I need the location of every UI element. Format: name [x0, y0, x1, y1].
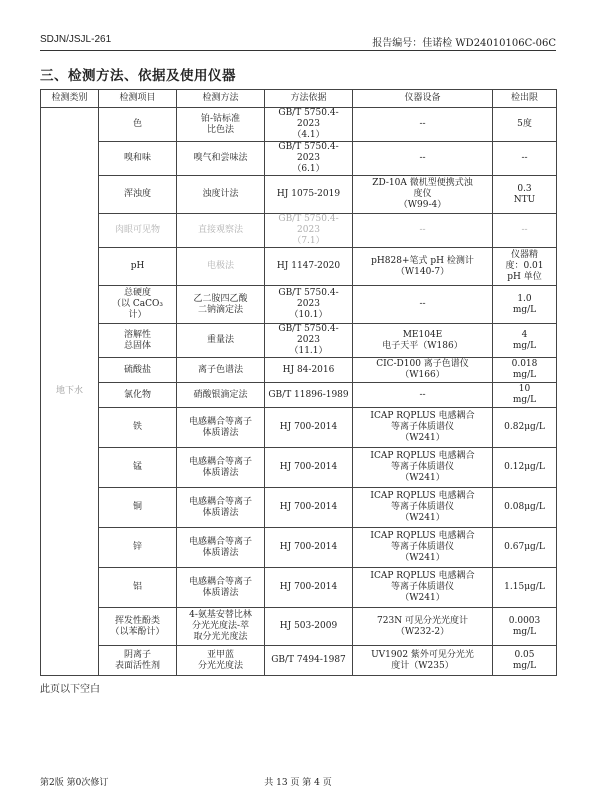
col-header-limit: 检出限: [493, 90, 557, 108]
cell-method: [177, 528, 265, 568]
table-row: [41, 142, 557, 176]
cell-line: 等离子体质谱仪: [390, 542, 454, 552]
cell-line: --: [419, 389, 426, 400]
cell-line: 比色法: [206, 124, 234, 135]
cell-line: （4.1）: [292, 130, 325, 140]
blank-page-note: 此页以下空白: [40, 684, 100, 695]
cell-line: （以苯酚计）: [110, 626, 165, 637]
cell-line: 0.12μg/L: [504, 462, 545, 472]
cell-line: 4-氨基安替比林: [189, 610, 252, 620]
cell-line: GB/T 5750.4-2023: [278, 214, 339, 235]
cell-line: （W232-2）: [395, 626, 450, 637]
cell-instrument: [353, 214, 493, 248]
cell-line: （W241）: [400, 433, 445, 443]
cell-line: GB/T 11896-1989: [268, 389, 349, 400]
cell-basis: [265, 383, 353, 408]
cell-line: 度计（W235）: [391, 660, 454, 671]
cell-line: 肉眼可见物: [114, 225, 160, 235]
cell-method: [177, 383, 265, 408]
col-header-basis: 方法依据: [265, 90, 353, 108]
cell-limit: [493, 646, 557, 676]
cell-line: （11.1）: [289, 346, 328, 356]
cell-line: 体质谱法: [202, 547, 239, 558]
cell-basis: [265, 448, 353, 488]
cell-line: （W241）: [400, 593, 445, 603]
cell-line: 亚甲蓝: [206, 649, 234, 660]
cell-line: 0.018: [511, 359, 538, 369]
cell-line: GB/T 5750.4-2023: [278, 288, 339, 309]
cell-line: 电感耦合等离子: [188, 496, 252, 507]
cell-line: GB/T 7494-1987: [271, 655, 346, 665]
table-end-divider: [40, 675, 556, 676]
cell-line: 分光光度法-萃: [191, 621, 250, 631]
cell-line: 体质谱法: [202, 467, 239, 478]
cell-line: mg/L: [512, 340, 537, 351]
cell-line: --: [521, 153, 528, 163]
cell-limit: [493, 108, 557, 142]
cell-instrument: [353, 608, 493, 646]
cell-line: GB/T 5750.4-2023: [278, 324, 339, 345]
header-divider: [40, 50, 556, 51]
cell-method: [177, 248, 265, 286]
cell-limit: [493, 358, 557, 383]
cell-limit: [493, 448, 557, 488]
cell-limit: [493, 488, 557, 528]
cell-item: [99, 176, 177, 214]
cell-line: 直接观察法: [197, 225, 243, 235]
cell-line: 0.0003: [508, 615, 541, 626]
cell-line: HJ 700-2014: [279, 502, 338, 512]
page-header: [40, 34, 556, 50]
cell-line: ICAP RQPLUS 电感耦合: [370, 571, 475, 581]
cell-item: [99, 448, 177, 488]
cell-line: 铝: [132, 582, 142, 592]
cell-line: 表面活性剂: [114, 660, 160, 671]
cell-instrument: [353, 646, 493, 676]
cell-limit: [493, 214, 557, 248]
col-header-method: 检测方法: [177, 90, 265, 108]
cell-instrument: [353, 248, 493, 286]
cell-instrument: [353, 108, 493, 142]
category-cell: 地下水: [41, 108, 99, 676]
cell-instrument: [353, 176, 493, 214]
cell-instrument: [353, 383, 493, 408]
cell-item: [99, 568, 177, 608]
cell-line: 电感耦合等离子: [188, 416, 252, 427]
cell-line: mg/L: [512, 370, 537, 380]
cell-item: [99, 286, 177, 324]
cell-line: mg/L: [512, 626, 537, 637]
cell-basis: [265, 176, 353, 214]
cell-line: HJ 700-2014: [279, 422, 338, 432]
cell-basis: [265, 108, 353, 142]
cell-line: mg/L: [512, 660, 537, 671]
cell-line: 10: [518, 384, 531, 394]
cell-line: 0.82μg/L: [504, 422, 545, 432]
cell-line: --: [419, 225, 426, 235]
table-header-row: [41, 90, 557, 108]
cell-line: 总固体: [123, 340, 151, 351]
cell-line: 硝酸银滴定法: [193, 389, 248, 400]
cell-line: 0.05: [514, 649, 535, 660]
cell-limit: [493, 142, 557, 176]
cell-line: 浑浊度: [123, 189, 151, 199]
cell-line: 取分光光度法: [193, 632, 248, 642]
cell-line: 体质谱法: [202, 427, 239, 438]
cell-line: --: [419, 153, 426, 163]
cell-line: （6.1）: [292, 164, 325, 174]
cell-line: CIC-D100 离子色谱仪: [376, 359, 469, 369]
section-title: 三、检测方法、依据及使用仪器: [40, 68, 236, 84]
cell-line: --: [419, 119, 426, 129]
cell-line: pH 单位: [507, 272, 542, 282]
page-footer: [40, 775, 556, 789]
col-header-instrument: 仪器设备: [353, 90, 493, 108]
cell-method: [177, 646, 265, 676]
cell-instrument: [353, 286, 493, 324]
cell-item: [99, 488, 177, 528]
cell-item: [99, 528, 177, 568]
table-row: [41, 108, 557, 142]
cell-line: 总硬度: [123, 288, 151, 298]
cell-item: [99, 358, 177, 383]
table-row: [41, 528, 557, 568]
table-row: [41, 286, 557, 324]
cell-line: 度仪: [413, 189, 432, 199]
cell-item: [99, 383, 177, 408]
cell-line: （7.1）: [292, 236, 325, 246]
cell-basis: [265, 646, 353, 676]
cell-instrument: [353, 358, 493, 383]
cell-line: （W140-7）: [395, 266, 450, 277]
cell-method: [177, 214, 265, 248]
cell-line: 电感耦合等离子: [188, 536, 252, 547]
cell-line: 阴离子: [123, 649, 151, 660]
cell-method: [177, 176, 265, 214]
cell-line: 电感耦合等离子: [188, 456, 252, 467]
cell-line: 离子色谱法: [197, 364, 243, 375]
table-row: [41, 214, 557, 248]
cell-line: 溶解性: [123, 329, 151, 340]
page-number: 共 13 页 第 4 页: [264, 778, 332, 788]
cell-item: [99, 248, 177, 286]
cell-line: 色: [132, 119, 142, 129]
cell-line: 等离子体质谱仪: [390, 462, 454, 472]
cell-basis: [265, 214, 353, 248]
cell-line: 4: [521, 329, 528, 340]
cell-limit: [493, 176, 557, 214]
report-number: 报告编号：佳诺检 WD24010106C-06C: [372, 38, 556, 49]
cell-line: ICAP RQPLUS 电感耦合: [370, 491, 475, 501]
cell-line: HJ 700-2014: [279, 582, 338, 592]
cell-basis: [265, 488, 353, 528]
cell-basis: [265, 408, 353, 448]
cell-limit: [493, 408, 557, 448]
cell-line: 仪器精: [510, 250, 538, 260]
cell-method: [177, 324, 265, 358]
cell-line: 锌: [132, 542, 142, 552]
cell-line: 铁: [132, 422, 142, 432]
cell-item: [99, 608, 177, 646]
cell-instrument: [353, 448, 493, 488]
cell-line: 铜: [132, 502, 142, 512]
cell-instrument: [353, 488, 493, 528]
cell-line: NTU: [513, 194, 536, 205]
cell-line: HJ 1075-2019: [276, 189, 341, 199]
cell-limit: [493, 324, 557, 358]
cell-line: HJ 1147-2020: [276, 261, 341, 271]
cell-line: 723N 可见分光光度计: [377, 615, 468, 626]
cell-basis: [265, 568, 353, 608]
cell-line: GB/T 5750.4-2023: [278, 108, 339, 129]
cell-line: （W241）: [400, 473, 445, 483]
cell-line: HJ 503-2009: [279, 621, 338, 631]
cell-basis: [265, 528, 353, 568]
cell-line: 乙二胺四乙酸: [193, 293, 248, 304]
cell-line: 电子天平（W186）: [382, 340, 463, 351]
cell-limit: [493, 248, 557, 286]
cell-line: ZD-10A 微机型便携式浊: [372, 178, 473, 188]
table-row: [41, 408, 557, 448]
cell-limit: [493, 608, 557, 646]
cell-line: 氯化物: [123, 389, 151, 400]
cell-instrument: [353, 408, 493, 448]
cell-line: （W99-4）: [398, 200, 447, 210]
cell-line: 嗅气和尝味法: [193, 153, 248, 163]
cell-method: [177, 608, 265, 646]
table-row: [41, 646, 557, 676]
cell-line: 度：0.01: [505, 261, 544, 271]
cell-limit: [493, 383, 557, 408]
cell-item: [99, 408, 177, 448]
cell-line: 分光光度法: [197, 660, 243, 671]
cell-line: 重量法: [206, 335, 234, 345]
cell-line: （W241）: [400, 553, 445, 563]
cell-line: 硫酸盐: [123, 364, 151, 375]
cell-item: [99, 646, 177, 676]
cell-instrument: [353, 324, 493, 358]
table-row: [41, 568, 557, 608]
cell-item: [99, 108, 177, 142]
cell-line: 1.0: [517, 293, 532, 304]
cell-line: （W166）: [400, 370, 445, 380]
cell-basis: [265, 142, 353, 176]
cell-line: ME104E: [402, 329, 443, 340]
cell-line: 0.67μg/L: [504, 542, 545, 552]
cell-line: ICAP RQPLUS 电感耦合: [370, 531, 475, 541]
cell-limit: [493, 568, 557, 608]
cell-line: UV1902 紫外可见分光光: [371, 649, 474, 660]
cell-line: mg/L: [512, 395, 537, 405]
cell-item: [99, 214, 177, 248]
cell-line: 电感耦合等离子: [188, 576, 252, 587]
cell-line: 电极法: [206, 261, 234, 271]
cell-line: （10.1）: [289, 310, 328, 320]
cell-line: 锰: [132, 462, 142, 472]
cell-line: 等离子体质谱仪: [390, 502, 454, 512]
cell-method: [177, 448, 265, 488]
cell-limit: [493, 286, 557, 324]
cell-line: 计）: [128, 310, 147, 320]
cell-line: mg/L: [512, 304, 537, 315]
revision-info: 第2版 第0次修订: [40, 778, 109, 788]
cell-method: [177, 408, 265, 448]
col-header-item: 检测项目: [99, 90, 177, 108]
cell-basis: [265, 608, 353, 646]
cell-limit: [493, 528, 557, 568]
cell-line: 铂-钴标准: [200, 113, 241, 124]
doc-code: SDJN/JSJL-261: [40, 34, 112, 45]
table-row: [41, 176, 557, 214]
cell-line: 等离子体质谱仪: [390, 422, 454, 432]
cell-line: 等离子体质谱仪: [390, 582, 454, 592]
cell-line: pH828+笔式 pH 检测计: [371, 255, 474, 266]
cell-line: 嗅和味: [123, 153, 151, 163]
cell-line: 浊度计法: [202, 189, 239, 199]
cell-instrument: [353, 528, 493, 568]
cell-line: 0.3: [517, 183, 532, 194]
cell-item: [99, 142, 177, 176]
cell-line: --: [419, 299, 426, 309]
cell-basis: [265, 358, 353, 383]
cell-line: ICAP RQPLUS 电感耦合: [370, 451, 475, 461]
cell-line: 5度: [517, 119, 532, 129]
cell-line: pH: [130, 261, 145, 271]
cell-basis: [265, 286, 353, 324]
cell-line: HJ 700-2014: [279, 542, 338, 552]
cell-line: 体质谱法: [202, 507, 239, 518]
cell-line: 挥发性酚类: [114, 615, 160, 626]
cell-line: HJ 84-2016: [282, 364, 335, 375]
cell-line: --: [521, 225, 528, 235]
methods-table: [40, 89, 557, 676]
col-header-category: 检测类别: [41, 90, 99, 108]
cell-line: HJ 700-2014: [279, 462, 338, 472]
cell-line: GB/T 5750.4-2023: [278, 142, 339, 163]
cell-line: 1.15μg/L: [504, 582, 545, 592]
table-row: [41, 383, 557, 408]
cell-method: [177, 286, 265, 324]
table-row: [41, 608, 557, 646]
cell-method: [177, 488, 265, 528]
cell-method: [177, 358, 265, 383]
cell-method: [177, 568, 265, 608]
cell-line: （W241）: [400, 513, 445, 523]
cell-basis: [265, 248, 353, 286]
cell-item: [99, 324, 177, 358]
table-row: [41, 324, 557, 358]
cell-method: [177, 142, 265, 176]
cell-line: 0.08μg/L: [504, 502, 545, 512]
table-row: [41, 448, 557, 488]
cell-instrument: [353, 568, 493, 608]
cell-line: ICAP RQPLUS 电感耦合: [370, 411, 475, 421]
table-row: [41, 488, 557, 528]
cell-method: [177, 108, 265, 142]
cell-basis: [265, 324, 353, 358]
cell-line: 体质谱法: [202, 587, 239, 598]
table-row: [41, 248, 557, 286]
cell-instrument: [353, 142, 493, 176]
cell-line: 二钠滴定法: [197, 304, 243, 315]
cell-line: （以 CaCO₃: [112, 299, 163, 309]
table-row: [41, 358, 557, 383]
